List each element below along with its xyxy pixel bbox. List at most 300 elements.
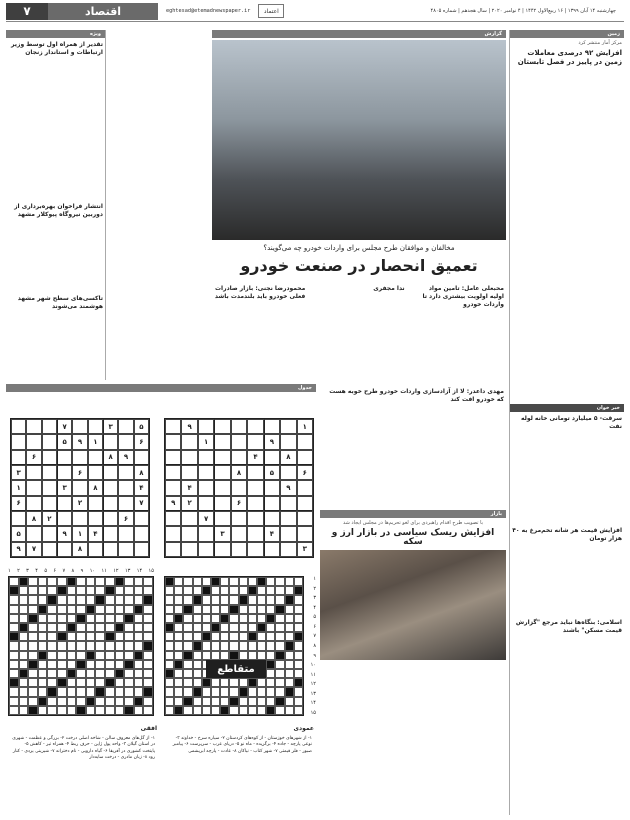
crossword-cell[interactable]	[19, 586, 29, 595]
crossword-cell[interactable]	[266, 605, 275, 614]
crossword-cell[interactable]	[275, 687, 284, 696]
sudoku-cell[interactable]	[247, 496, 263, 511]
crossword-cell[interactable]	[174, 614, 183, 623]
sudoku-cell[interactable]	[88, 542, 103, 557]
crossword-cell[interactable]	[9, 595, 19, 604]
sudoku-cell[interactable]	[103, 511, 118, 526]
crossword-cell[interactable]	[95, 595, 105, 604]
crossword-cell[interactable]	[285, 706, 294, 715]
crossword-cell[interactable]	[76, 706, 86, 715]
sudoku-cell[interactable]	[72, 511, 87, 526]
sudoku-cell[interactable]	[280, 465, 296, 480]
sudoku-cell[interactable]	[297, 526, 313, 541]
crossword-cell[interactable]	[9, 678, 19, 687]
sudoku-cell[interactable]: ۸	[280, 450, 296, 465]
crossword-cell[interactable]	[248, 595, 257, 604]
crossword-cell[interactable]	[47, 623, 57, 632]
sudoku-cell[interactable]: ۲	[42, 511, 57, 526]
sudoku-cell[interactable]: ۳	[297, 542, 313, 557]
crossword-cell[interactable]	[239, 651, 248, 660]
crossword-cell[interactable]	[220, 697, 229, 706]
crossword-cell[interactable]	[248, 632, 257, 641]
crossword-cell[interactable]	[95, 678, 105, 687]
crossword-cell[interactable]	[28, 678, 38, 687]
crossword-cell[interactable]	[257, 632, 266, 641]
sudoku-cell[interactable]	[26, 419, 41, 434]
crossword-cell[interactable]	[257, 586, 266, 595]
crossword-cell[interactable]	[239, 678, 248, 687]
sudoku-cell[interactable]: ۴	[264, 526, 280, 541]
sudoku-cell[interactable]	[297, 434, 313, 449]
crossword-cell[interactable]	[47, 605, 57, 614]
crossword-cell[interactable]	[239, 605, 248, 614]
crossword-cell[interactable]	[57, 586, 67, 595]
sudoku-cell[interactable]: ۶	[118, 511, 133, 526]
crossword-cell[interactable]	[67, 669, 77, 678]
crossword-cell[interactable]	[193, 586, 202, 595]
crossword-cell[interactable]	[183, 614, 192, 623]
crossword-cell[interactable]	[275, 669, 284, 678]
sudoku-cell[interactable]: ۵	[57, 434, 72, 449]
sudoku-cell[interactable]	[42, 450, 57, 465]
sudoku-cell[interactable]	[181, 434, 197, 449]
crossword-cell[interactable]	[183, 595, 192, 604]
sudoku-cell[interactable]	[214, 511, 230, 526]
sudoku-cell[interactable]: ۴	[88, 526, 103, 541]
crossword-cell[interactable]	[105, 687, 115, 696]
sudoku-cell[interactable]	[280, 511, 296, 526]
crossword-cell[interactable]	[211, 586, 220, 595]
crossword-cell[interactable]	[105, 697, 115, 706]
sudoku-cell[interactable]	[247, 434, 263, 449]
crossword-cell[interactable]	[193, 651, 202, 660]
crossword-cell[interactable]	[183, 697, 192, 706]
crossword-cell[interactable]	[38, 614, 48, 623]
crossword-cell[interactable]	[57, 660, 67, 669]
crossword-cell[interactable]	[115, 660, 125, 669]
crossword-cell[interactable]	[165, 669, 174, 678]
crossword-cell[interactable]	[266, 595, 275, 604]
crossword-cell[interactable]	[134, 623, 144, 632]
sudoku-cell[interactable]	[181, 465, 197, 480]
crossword-cell[interactable]	[220, 651, 229, 660]
sudoku-cell[interactable]	[26, 526, 41, 541]
sudoku-cell[interactable]	[118, 542, 133, 557]
crossword-cell[interactable]	[124, 632, 134, 641]
crossword-cell[interactable]	[28, 605, 38, 614]
crossword-cell[interactable]	[174, 660, 183, 669]
sudoku-cell[interactable]	[181, 511, 197, 526]
crossword-cell[interactable]	[28, 669, 38, 678]
sudoku-cell[interactable]	[88, 450, 103, 465]
crossword-cell[interactable]	[115, 577, 125, 586]
sudoku-cell[interactable]	[280, 526, 296, 541]
sudoku-cell[interactable]	[214, 434, 230, 449]
crossword-cell[interactable]	[266, 614, 275, 623]
sudoku-cell[interactable]	[165, 542, 181, 557]
crossword-cell[interactable]	[115, 605, 125, 614]
crossword-cell[interactable]	[67, 605, 77, 614]
crossword-cell[interactable]	[105, 669, 115, 678]
crossword-cell[interactable]	[9, 697, 19, 706]
crossword-cell[interactable]	[229, 586, 238, 595]
crossword-cell[interactable]	[183, 660, 192, 669]
crossword-cell[interactable]	[183, 577, 192, 586]
crossword-cell[interactable]	[294, 678, 303, 687]
sudoku-cell[interactable]: ۵	[11, 526, 26, 541]
crossword-cell[interactable]	[115, 586, 125, 595]
crossword-cell[interactable]	[105, 706, 115, 715]
sudoku-cell[interactable]: ۳	[214, 526, 230, 541]
crossword-cell[interactable]	[143, 586, 153, 595]
crossword-cell[interactable]	[9, 623, 19, 632]
crossword-cell[interactable]	[47, 632, 57, 641]
sudoku-cell[interactable]	[165, 526, 181, 541]
crossword-cell[interactable]	[220, 586, 229, 595]
crossword-cell[interactable]	[285, 678, 294, 687]
crossword-cell[interactable]	[76, 577, 86, 586]
crossword-cell[interactable]	[19, 632, 29, 641]
sudoku-cell[interactable]	[214, 480, 230, 495]
crossword-cell[interactable]	[115, 641, 125, 650]
crossword-cell[interactable]	[183, 605, 192, 614]
crossword-cell[interactable]	[220, 605, 229, 614]
crossword-cell[interactable]	[86, 660, 96, 669]
crossword-cell[interactable]	[134, 706, 144, 715]
crossword-cell[interactable]	[248, 706, 257, 715]
crossword-cell[interactable]	[105, 605, 115, 614]
crossword-cell[interactable]	[193, 595, 202, 604]
crossword-cell[interactable]	[134, 605, 144, 614]
crossword-cell[interactable]	[124, 623, 134, 632]
crossword-cell[interactable]	[86, 623, 96, 632]
crossword-cell[interactable]	[220, 706, 229, 715]
sudoku-cell[interactable]	[198, 465, 214, 480]
crossword-cell[interactable]	[211, 614, 220, 623]
sudoku-grid-right[interactable]	[164, 418, 314, 558]
crossword-cell[interactable]	[165, 651, 174, 660]
crossword-cell[interactable]	[95, 623, 105, 632]
crossword-cell[interactable]	[57, 678, 67, 687]
crossword-cell[interactable]	[95, 651, 105, 660]
crossword-cell[interactable]	[294, 605, 303, 614]
crossword-cell[interactable]	[229, 687, 238, 696]
crossword-cell[interactable]	[76, 605, 86, 614]
crossword-cell[interactable]	[143, 697, 153, 706]
crossword-cell[interactable]	[239, 614, 248, 623]
crossword-cell[interactable]	[294, 660, 303, 669]
crossword-cell[interactable]	[134, 577, 144, 586]
crossword-cell[interactable]	[76, 632, 86, 641]
crossword-cell[interactable]	[19, 651, 29, 660]
crossword-cell[interactable]	[19, 678, 29, 687]
crossword-cell[interactable]	[257, 706, 266, 715]
sudoku-cell[interactable]	[231, 419, 247, 434]
crossword-cell[interactable]	[9, 651, 19, 660]
crossword-cell[interactable]	[193, 641, 202, 650]
crossword-cell[interactable]	[115, 669, 125, 678]
crossword-cell[interactable]	[174, 641, 183, 650]
sudoku-cell[interactable]: ۹	[57, 526, 72, 541]
crossword-cell[interactable]	[174, 577, 183, 586]
sudoku-cell[interactable]	[231, 434, 247, 449]
sudoku-cell[interactable]	[214, 450, 230, 465]
crossword-cell[interactable]	[95, 706, 105, 715]
crossword-cell[interactable]	[275, 605, 284, 614]
crossword-cell[interactable]	[57, 614, 67, 623]
crossword-cell[interactable]	[143, 595, 153, 604]
crossword-cell[interactable]	[143, 678, 153, 687]
sudoku-cell[interactable]	[42, 496, 57, 511]
crossword-cell[interactable]	[38, 697, 48, 706]
crossword-cell[interactable]	[183, 641, 192, 650]
crossword-cell[interactable]	[229, 632, 238, 641]
crossword-cell[interactable]	[143, 669, 153, 678]
sudoku-cell[interactable]	[247, 419, 263, 434]
crossword-cell[interactable]	[275, 697, 284, 706]
crossword-cell[interactable]	[47, 687, 57, 696]
sudoku-cell[interactable]	[72, 419, 87, 434]
crossword-cell[interactable]	[165, 687, 174, 696]
crossword-cell[interactable]	[105, 632, 115, 641]
sudoku-cell[interactable]	[26, 496, 41, 511]
crossword-cell[interactable]	[257, 595, 266, 604]
sudoku-cell[interactable]	[231, 511, 247, 526]
crossword-cell[interactable]	[193, 669, 202, 678]
sudoku-cell[interactable]	[198, 542, 214, 557]
sudoku-cell[interactable]	[231, 542, 247, 557]
crossword-cell[interactable]	[76, 623, 86, 632]
crossword-cell[interactable]	[229, 605, 238, 614]
crossword-cell[interactable]	[95, 614, 105, 623]
crossword-cell[interactable]	[86, 641, 96, 650]
crossword-cell[interactable]	[95, 660, 105, 669]
sudoku-cell[interactable]	[280, 542, 296, 557]
crossword-cell[interactable]	[165, 660, 174, 669]
crossword-cell[interactable]	[266, 577, 275, 586]
crossword-cell[interactable]	[266, 669, 275, 678]
crossword-cell[interactable]	[67, 660, 77, 669]
crossword-cell[interactable]	[95, 605, 105, 614]
crossword-cell[interactable]	[294, 641, 303, 650]
sudoku-cell[interactable]: ۸	[88, 480, 103, 495]
crossword-cell[interactable]	[174, 706, 183, 715]
sudoku-cell[interactable]	[165, 465, 181, 480]
sudoku-cell[interactable]: ۸	[103, 450, 118, 465]
crossword-cell[interactable]	[275, 577, 284, 586]
sudoku-cell[interactable]: ۱	[11, 480, 26, 495]
crossword-cell[interactable]	[229, 651, 238, 660]
sudoku-cell[interactable]	[134, 526, 149, 541]
sudoku-cell[interactable]	[198, 450, 214, 465]
crossword-cell[interactable]	[202, 586, 211, 595]
crossword-cell[interactable]	[211, 697, 220, 706]
crossword-cell[interactable]	[220, 623, 229, 632]
crossword-cell[interactable]	[95, 577, 105, 586]
crossword-cell[interactable]	[266, 687, 275, 696]
crossword-cell[interactable]	[86, 697, 96, 706]
crossword-cell[interactable]	[275, 641, 284, 650]
sudoku-cell[interactable]: ۸	[72, 542, 87, 557]
crossword-cell[interactable]	[285, 632, 294, 641]
crossword-cell[interactable]	[294, 706, 303, 715]
sudoku-cell[interactable]	[181, 526, 197, 541]
crossword-cell[interactable]	[239, 697, 248, 706]
sudoku-cell[interactable]	[42, 419, 57, 434]
sudoku-cell[interactable]: ۷	[57, 419, 72, 434]
sudoku-cell[interactable]: ۲	[181, 496, 197, 511]
crossword-cell[interactable]	[285, 623, 294, 632]
crossword-cell[interactable]	[294, 651, 303, 660]
crossword-cell[interactable]	[95, 687, 105, 696]
crossword-cell[interactable]	[57, 697, 67, 706]
crossword-cell[interactable]	[257, 678, 266, 687]
sudoku-cell[interactable]	[214, 542, 230, 557]
crossword-cell[interactable]	[95, 632, 105, 641]
crossword-cell[interactable]	[124, 660, 134, 669]
crossword-cell[interactable]	[28, 697, 38, 706]
crossword-cell[interactable]	[211, 595, 220, 604]
crossword-cell[interactable]	[239, 586, 248, 595]
sudoku-cell[interactable]	[57, 465, 72, 480]
sudoku-cell[interactable]: ۷	[26, 542, 41, 557]
crossword-cell[interactable]	[19, 641, 29, 650]
sudoku-cell[interactable]	[165, 480, 181, 495]
crossword-cell[interactable]	[248, 614, 257, 623]
crossword-cell[interactable]	[47, 586, 57, 595]
crossword-cell[interactable]	[28, 651, 38, 660]
sudoku-cell[interactable]: ۵	[264, 465, 280, 480]
crossword-cell[interactable]	[38, 687, 48, 696]
crossword-cell[interactable]	[275, 651, 284, 660]
crossword-cell[interactable]	[285, 605, 294, 614]
sudoku-cell[interactable]: ۷	[198, 511, 214, 526]
sudoku-cell[interactable]	[181, 450, 197, 465]
crossword-cell[interactable]	[76, 641, 86, 650]
crossword-cell[interactable]	[76, 697, 86, 706]
sudoku-cell[interactable]	[42, 480, 57, 495]
crossword-cell[interactable]	[47, 669, 57, 678]
crossword-cell[interactable]	[285, 697, 294, 706]
sudoku-cell[interactable]: ۶	[72, 465, 87, 480]
crossword-cell[interactable]	[47, 641, 57, 650]
crossword-cell[interactable]	[19, 614, 29, 623]
crossword-cell[interactable]	[95, 697, 105, 706]
crossword-cell[interactable]	[124, 651, 134, 660]
crossword-cell[interactable]	[86, 586, 96, 595]
crossword-cell[interactable]	[285, 577, 294, 586]
crossword-cell[interactable]	[202, 605, 211, 614]
crossword-cell[interactable]	[257, 641, 266, 650]
crossword-cell[interactable]	[202, 632, 211, 641]
crossword-cell[interactable]	[165, 614, 174, 623]
sudoku-cell[interactable]	[297, 450, 313, 465]
crossword-cell[interactable]	[143, 577, 153, 586]
crossword-cell[interactable]	[76, 651, 86, 660]
crossword-cell[interactable]	[266, 678, 275, 687]
crossword-cell[interactable]	[47, 577, 57, 586]
crossword-cell[interactable]	[105, 614, 115, 623]
crossword-cell[interactable]	[202, 614, 211, 623]
crossword-cell[interactable]	[86, 632, 96, 641]
sudoku-cell[interactable]: ۶	[134, 434, 149, 449]
sudoku-cell[interactable]	[231, 526, 247, 541]
sudoku-cell[interactable]: ۱	[297, 419, 313, 434]
crossword-cell[interactable]	[257, 651, 266, 660]
crossword-cell[interactable]	[248, 678, 257, 687]
crossword-cell[interactable]	[28, 660, 38, 669]
crossword-cell[interactable]	[143, 651, 153, 660]
crossword-cell[interactable]	[105, 641, 115, 650]
crossword-grid-right[interactable]	[164, 576, 304, 716]
sudoku-cell[interactable]	[198, 496, 214, 511]
crossword-cell[interactable]	[115, 697, 125, 706]
crossword-cell[interactable]	[220, 641, 229, 650]
crossword-cell[interactable]	[266, 660, 275, 669]
sudoku-cell[interactable]	[88, 465, 103, 480]
crossword-cell[interactable]	[134, 660, 144, 669]
crossword-cell[interactable]	[67, 595, 77, 604]
sudoku-cell[interactable]	[11, 511, 26, 526]
crossword-cell[interactable]	[193, 697, 202, 706]
crossword-cell[interactable]	[229, 678, 238, 687]
crossword-cell[interactable]	[294, 697, 303, 706]
crossword-cell[interactable]	[28, 595, 38, 604]
sudoku-cell[interactable]	[72, 450, 87, 465]
crossword-cell[interactable]	[19, 706, 29, 715]
crossword-cell[interactable]	[229, 595, 238, 604]
crossword-cell[interactable]	[47, 595, 57, 604]
sudoku-cell[interactable]: ۱	[88, 434, 103, 449]
crossword-cell[interactable]	[38, 660, 48, 669]
crossword-cell[interactable]	[165, 641, 174, 650]
sudoku-cell[interactable]: ۹	[11, 542, 26, 557]
crossword-cell[interactable]	[193, 632, 202, 641]
crossword-cell[interactable]	[57, 632, 67, 641]
crossword-cell[interactable]	[38, 641, 48, 650]
sudoku-cell[interactable]	[88, 419, 103, 434]
sudoku-cell[interactable]	[26, 434, 41, 449]
sudoku-cell[interactable]	[88, 511, 103, 526]
sudoku-cell[interactable]	[57, 542, 72, 557]
sudoku-cell[interactable]	[103, 542, 118, 557]
crossword-cell[interactable]	[275, 586, 284, 595]
crossword-cell[interactable]	[86, 595, 96, 604]
crossword-cell[interactable]	[28, 623, 38, 632]
crossword-cell[interactable]	[115, 614, 125, 623]
crossword-cell[interactable]	[202, 651, 211, 660]
crossword-cell[interactable]	[67, 632, 77, 641]
crossword-cell[interactable]	[76, 660, 86, 669]
crossword-cell[interactable]	[248, 651, 257, 660]
crossword-cell[interactable]	[211, 632, 220, 641]
sudoku-cell[interactable]	[214, 465, 230, 480]
crossword-cell[interactable]	[143, 687, 153, 696]
crossword-cell[interactable]	[239, 632, 248, 641]
crossword-cell[interactable]	[115, 623, 125, 632]
crossword-cell[interactable]	[57, 651, 67, 660]
crossword-cell[interactable]	[275, 632, 284, 641]
crossword-cell[interactable]	[266, 651, 275, 660]
crossword-cell[interactable]	[193, 623, 202, 632]
crossword-cell[interactable]	[38, 577, 48, 586]
crossword-cell[interactable]	[165, 586, 174, 595]
crossword-cell[interactable]	[257, 614, 266, 623]
crossword-cell[interactable]	[86, 605, 96, 614]
sudoku-cell[interactable]: ۸	[231, 465, 247, 480]
crossword-cell[interactable]	[76, 614, 86, 623]
crossword-cell[interactable]	[19, 623, 29, 632]
